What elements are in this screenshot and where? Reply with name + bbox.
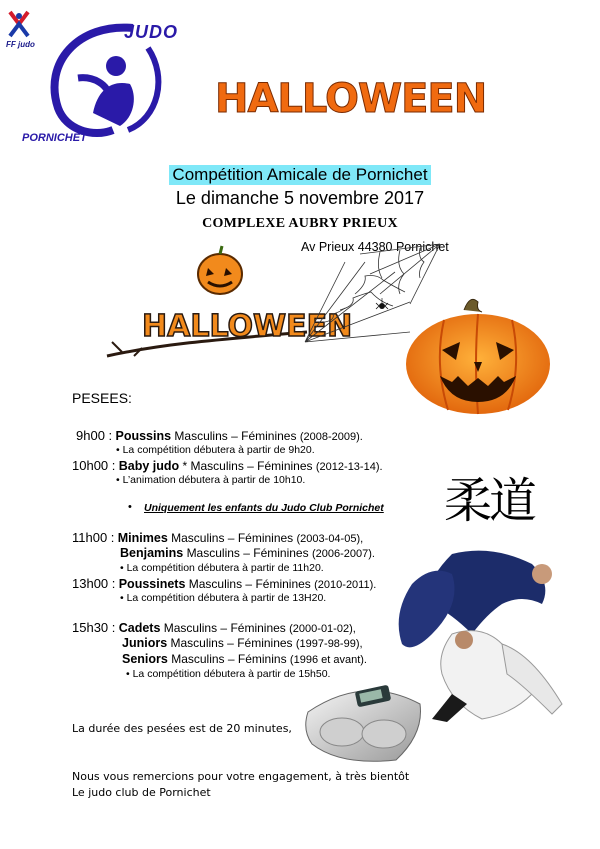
venue-name: COMPLEXE AUBRY PRIEUX — [202, 216, 398, 231]
schedule-time: 10h00 : — [72, 458, 116, 473]
club-logo-word: JUDO — [124, 22, 179, 42]
thanks-message: Nous vous remercions pour votre engagement, à très bientôt — [72, 770, 410, 783]
schedule-note: • La compétition débutera à partir de 9h20. — [116, 444, 315, 456]
schedule-gender: Masculins – Féminines — [188, 577, 311, 591]
schedule-line-minimes — [72, 530, 363, 545]
halloween-pumpkin-logo — [102, 244, 353, 360]
schedule-years: (2000-01-02), — [289, 623, 356, 635]
schedule-time: 15h30 : — [72, 620, 116, 635]
schedule-note: • La compétition débutera à partir de 13H20. — [120, 592, 327, 604]
headline: Compétition Amicale de Pornichet — [169, 165, 430, 185]
schedule-category: Seniors — [122, 652, 168, 666]
schedule-gender: Masculins – Féminines — [170, 636, 293, 650]
halloween-banner-text: HALLOWEEN — [215, 76, 487, 122]
schedule-note: • La compétition débutera à partir de 15h50. — [126, 668, 331, 680]
schedule-years: (2010-2011). — [314, 579, 377, 591]
club-only-notice: Uniquement les enfants du Judo Club Pornichet — [144, 502, 384, 514]
schedule-gender: Masculins – Féminins — [171, 652, 287, 666]
schedule-note: • L’animation débutera à partir de 10h10. — [116, 474, 306, 486]
spider-icon — [375, 298, 389, 312]
schedule-line-benjamins — [120, 546, 375, 560]
schedule-years: (2008-2009). — [299, 431, 363, 443]
signature: Le judo club de Pornichet — [72, 786, 211, 799]
halloween-banner — [215, 76, 487, 140]
schedule-line-poussinets — [72, 576, 376, 591]
schedule-gender: Masculins – Féminines — [163, 621, 286, 635]
schedule-time: 9h00 : — [76, 428, 113, 443]
club-logo-city: PORNICHET — [22, 132, 87, 144]
schedule-category: Minimes — [117, 531, 168, 545]
schedule-category: Juniors — [122, 636, 168, 650]
bullet-icon: • — [128, 501, 132, 513]
halloween-logo-text: HALLOWEEN — [142, 309, 353, 344]
schedule-years: (1997-98-99), — [295, 638, 363, 650]
schedule-gender: * Masculins – Féminines — [182, 459, 313, 473]
judo-kanji: 柔道 — [444, 473, 535, 529]
schedule-gender: Masculins – Féminines — [171, 531, 294, 545]
schedule-line-juniors — [122, 636, 363, 650]
schedule-category: Benjamins — [120, 546, 184, 560]
schedule-category: Cadets — [118, 621, 161, 635]
schedule-line-cadets — [72, 620, 356, 635]
event-date: Le dimanche 5 novembre 2017 — [175, 188, 425, 208]
schedule-gender: Masculins – Féminines — [174, 429, 297, 443]
jack-o-lantern-icon — [404, 292, 552, 416]
headline-row — [0, 165, 600, 185]
weigh-in-title: PESEES: — [72, 390, 132, 406]
weighing-scale-image — [300, 674, 428, 766]
schedule-years: (2006-2007). — [311, 548, 375, 560]
venue-address: Av Prieux 44380 Pornichet — [301, 240, 449, 254]
schedule-years: (2003-04-05), — [296, 533, 364, 545]
schedule-time: 11h00 : — [72, 530, 115, 545]
schedule-category: Poussins — [115, 429, 172, 443]
schedule-years: (2012-13-14). — [315, 461, 383, 473]
schedule-gender: Masculins – Féminines — [186, 546, 309, 560]
schedule-line-seniors — [122, 652, 367, 666]
ffjudo-logo-icon — [6, 8, 32, 38]
weigh-in-duration: La durée des pesées est de 20 minutes, — [72, 722, 292, 735]
schedule-category: Poussinets — [118, 577, 186, 591]
schedule-line-poussins — [76, 428, 363, 443]
schedule-time: 13h00 : — [72, 576, 116, 591]
schedule-category: Baby judo — [118, 459, 180, 473]
schedule-note: • La compétition débutera à partir de 11h20. — [120, 562, 324, 574]
schedule-line-baby-judo — [72, 458, 383, 473]
ffjudo-label: FF judo — [6, 40, 35, 49]
schedule-years: (1996 et avant). — [289, 654, 367, 666]
